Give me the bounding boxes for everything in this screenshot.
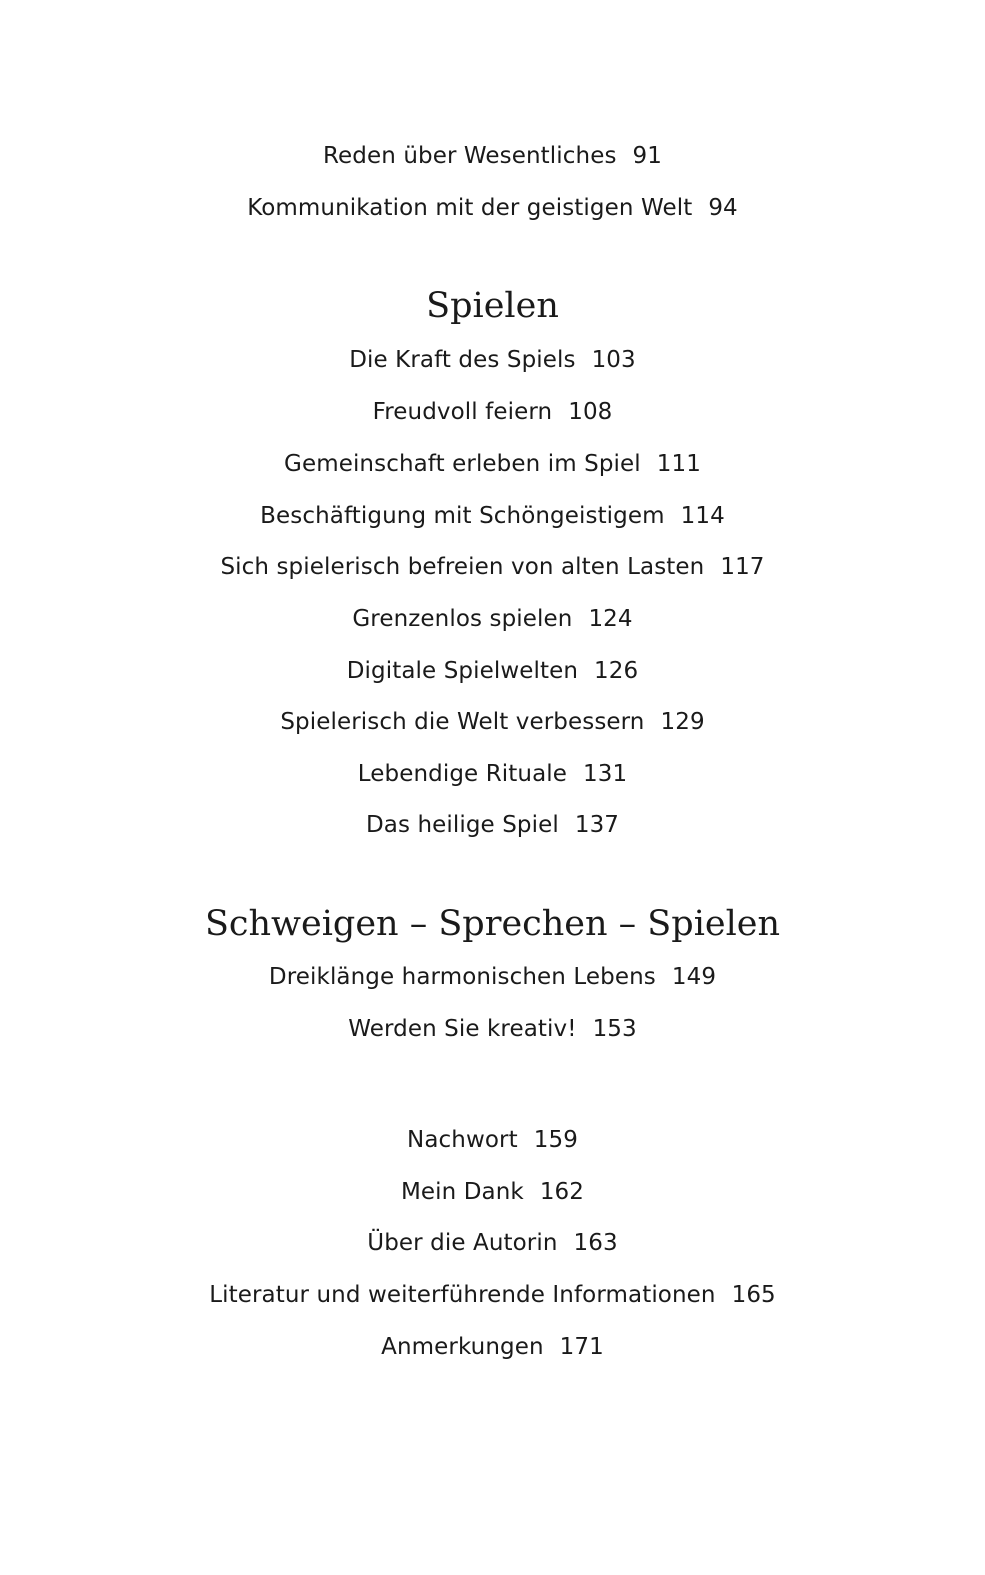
toc-entry-title: Freudvoll feiern — [372, 399, 553, 425]
toc-entry-page: 162 — [539, 1179, 585, 1205]
toc-entry-page: 103 — [591, 347, 636, 373]
toc-entry[interactable] — [0, 1280, 985, 1310]
toc-entry-page: 163 — [573, 1230, 618, 1256]
toc-entry-title: Sich spielerisch befreien von alten Lasten — [220, 554, 705, 580]
toc-entry[interactable] — [0, 552, 985, 582]
toc-entry-page: 124 — [588, 606, 633, 632]
section-heading: Spielen — [426, 286, 559, 326]
toc-entry[interactable] — [0, 1228, 985, 1258]
toc-entry-title: Literatur und weiterführende Informationen — [209, 1282, 716, 1308]
toc-entry[interactable] — [0, 1014, 985, 1044]
toc-entry[interactable] — [0, 1177, 985, 1207]
toc-entry[interactable] — [0, 1332, 985, 1362]
toc-entry[interactable] — [0, 962, 985, 992]
toc-entry-page: 131 — [583, 761, 628, 787]
toc-entry-page: 153 — [592, 1016, 637, 1042]
toc-entry[interactable] — [0, 345, 985, 375]
toc-entry-page: 126 — [594, 658, 639, 684]
toc-entry-title: Anmerkungen — [381, 1334, 544, 1360]
toc-entry-page: 108 — [568, 399, 613, 425]
toc-entry[interactable] — [0, 141, 985, 171]
toc-entry-page: 114 — [680, 503, 725, 529]
toc-entry-page: 91 — [632, 143, 662, 169]
toc-entry[interactable] — [0, 656, 985, 686]
toc-entry[interactable] — [0, 810, 985, 840]
toc-entry-title: Digitale Spielwelten — [346, 658, 579, 684]
toc-entry-page: 149 — [671, 964, 717, 990]
toc-entry-title: Kommunikation mit der geistigen Welt — [247, 195, 693, 221]
toc-entry-title: Grenzenlos spielen — [352, 606, 573, 632]
toc-entry-title: Mein Dank — [400, 1179, 524, 1205]
toc-entry[interactable] — [0, 193, 985, 223]
toc-entry-title: Reden über Wesentliches — [322, 143, 617, 169]
toc-entry[interactable] — [0, 449, 985, 479]
section-heading: Schweigen – Sprechen – Spielen — [204, 904, 781, 944]
toc-entry-title: Dreiklänge harmonischen Lebens — [268, 964, 656, 990]
toc-entry-page: 111 — [656, 451, 701, 477]
toc-entry-title: Beschäftigung mit Schöngeistigem — [260, 503, 665, 529]
toc-entry-page: 165 — [731, 1282, 776, 1308]
toc-entry-title: Spielerisch die Welt verbessern — [280, 709, 645, 735]
toc-entry-title: Das heilige Spiel — [365, 812, 559, 838]
toc-entry[interactable] — [0, 397, 985, 427]
toc-entry-title: Die Kraft des Spiels — [349, 347, 576, 373]
toc-entry-page: 137 — [574, 812, 620, 838]
toc-entry-title: Nachwort — [407, 1127, 518, 1153]
toc-entry[interactable] — [0, 1125, 985, 1155]
toc-entry-page: 94 — [708, 195, 738, 221]
toc-entry[interactable] — [0, 707, 985, 737]
toc-entry-page: 171 — [559, 1334, 604, 1360]
toc-entry-title: Werden Sie kreativ! — [348, 1016, 577, 1042]
toc-entry-title: Lebendige Rituale — [357, 761, 568, 787]
toc-entry[interactable] — [0, 501, 985, 531]
toc-entry[interactable] — [0, 759, 985, 789]
toc-entry-page: 117 — [720, 554, 765, 580]
toc-entry-title: Über die Autorin — [367, 1230, 558, 1256]
toc-entry-title: Gemeinschaft erleben im Spiel — [284, 451, 641, 477]
toc-entry[interactable] — [0, 604, 985, 634]
toc-entry-page: 129 — [660, 709, 705, 735]
toc-entry-page: 159 — [533, 1127, 578, 1153]
